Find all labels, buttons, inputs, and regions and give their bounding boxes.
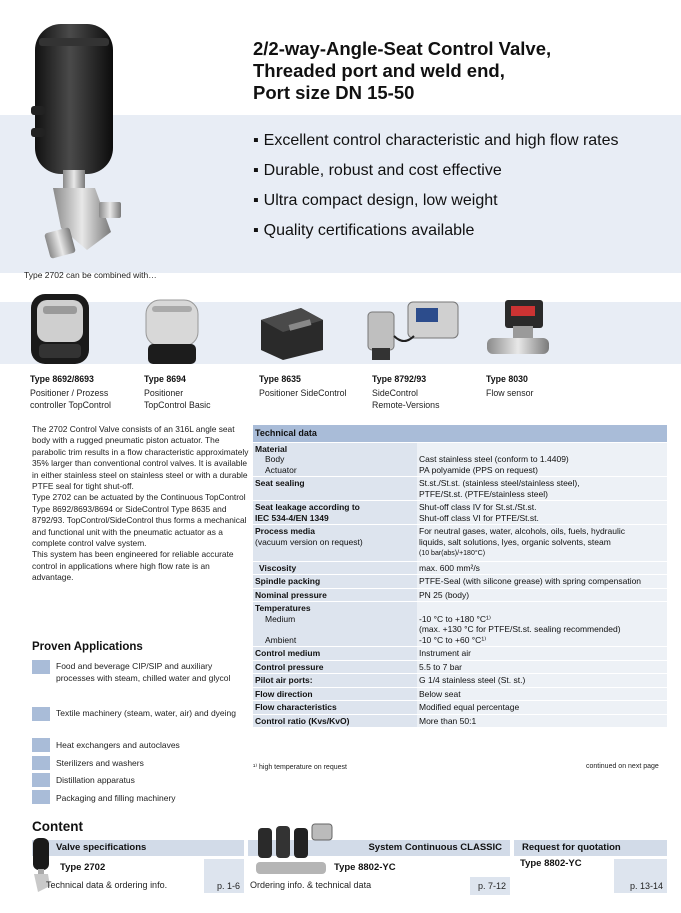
valve-desc: Technical data & ordering info. <box>46 880 168 890</box>
title-line-1: 2/2-way-Angle-Seat Control Valve, <box>253 38 552 59</box>
continued-note: continued on next page <box>586 763 659 770</box>
accessory-8692: Type 8692/8693 Positioner / Prozess controller TopControl <box>30 374 112 410</box>
feature-item: ▪ Excellent control characteristic and high flow rates <box>253 132 619 149</box>
table-row: Control medium Instrument air <box>253 647 667 661</box>
system-page: p. 7-12 <box>470 877 510 895</box>
tech-header: Technical data <box>253 425 667 442</box>
system-desc: Ordering info. & technical data <box>250 880 372 890</box>
valve-2702-image <box>25 18 135 268</box>
table-row: Flow direction Below seat <box>253 687 667 701</box>
rfq-page: p. 13-14 <box>614 859 667 893</box>
accessory-8792: Type 8792/93 SideControl Remote-Versions <box>372 374 440 410</box>
footnote: ¹⁾ high temperature on request <box>253 764 347 771</box>
intro-text <box>32 424 250 584</box>
accessory-image-8635 <box>255 302 327 362</box>
system-thumbnail <box>252 822 338 882</box>
app-item: Sterilizers and washers <box>56 758 144 768</box>
system-type: Type 8802-YC <box>334 862 396 873</box>
table-row: Material Body Actuator Cast stainless steel (conform to 1.4409) PA polyamide (PPS on request) <box>253 442 667 477</box>
table-row: Viscosity max. 600 mm²/s <box>253 561 667 575</box>
app-item: Packaging and filling machinery <box>56 793 176 803</box>
accessory-8694: Type 8694 Positioner TopControl Basic <box>144 374 211 410</box>
table-row: Spindle packing PTFE-Seal (with silicone grease) with spring compensation <box>253 575 667 589</box>
table-row: Control ratio (Kvs/KvO) More than 50:1 <box>253 714 667 728</box>
content-title: Content <box>32 819 83 834</box>
app-item: Textile machinery (steam, water, air) and dyeing <box>56 708 236 718</box>
combine-label: Type 2702 can be combined with… <box>24 270 157 280</box>
bullet-icon: ▪ <box>253 162 259 179</box>
accessory-band <box>0 302 681 364</box>
content-header-rfq: Request for quotation <box>514 840 667 856</box>
accessory-image-8694 <box>140 296 204 370</box>
app-square-icon <box>32 660 50 674</box>
table-row: Nominal pressure PN 25 (body) <box>253 588 667 602</box>
app-square-icon <box>32 790 50 804</box>
bullet-icon: ▪ <box>253 192 259 209</box>
table-row: Process media (vacuum version on request) For neutral gases, water, alcohols, oils, fuels, hydraulic liquids, salt solutions, lyes, organic solvents, steam (10 bar(abs)/+180°C) <box>253 525 667 562</box>
intro-paragraph: Type 2702 can be actuated by the Continuous TopControl Type 8692/8693/8694 or SideControl Type 8635 and 8792/93. TopControl/SideControl thus forms a mechanical and functional unit with the pneumatic actuator as a complete control valve system. <box>32 492 247 549</box>
table-row: Seat leakage according to IEC 534-4/EN 1349 Shut-off class IV for St.st./St.st. Shut-off class VI for PTFE/St.st. <box>253 501 667 525</box>
valve-page: p. 1-6 <box>204 859 244 893</box>
page-title <box>253 38 551 104</box>
bullet-icon: ▪ <box>253 222 259 239</box>
table-row: Pilot air ports: G 1/4 stainless steel (St. st.) <box>253 674 667 688</box>
feature-item: ▪ Durable, robust and cost effective <box>253 162 502 179</box>
technical-data-table <box>253 425 667 728</box>
rfq-type: Type 8802-YC <box>520 858 582 869</box>
intro-paragraph: This system has been engineered for reliable accurate control in applications where high flow rate is an advantage. <box>32 549 234 583</box>
valve-type: Type 2702 <box>60 862 106 873</box>
feature-item: ▪ Ultra compact design, low weight <box>253 192 498 209</box>
app-square-icon <box>32 773 50 787</box>
bullet-icon: ▪ <box>253 132 259 149</box>
table-row: Flow characteristics Modified equal percentage <box>253 701 667 715</box>
app-square-icon <box>32 756 50 770</box>
app-square-icon <box>32 738 50 752</box>
table-row: Control pressure 5.5 to 7 bar <box>253 660 667 674</box>
accessory-8635: Type 8635 Positioner SideControl <box>259 374 347 398</box>
accessory-image-8792 <box>364 296 464 366</box>
accessory-8030: Type 8030 Flow sensor <box>486 374 534 398</box>
app-square-icon <box>32 707 50 721</box>
intro-paragraph: The 2702 Control Valve consists of an 316L angle seat body with a rugged pneumatic piston actuator. The parabolic trim results in a flow characteristic approximately 35% larger than conventional control valves. It is available in either stainless steel on stainless steel or with a durable PTFE seal for tight shut-off. <box>32 424 249 492</box>
accessory-image-8692 <box>25 292 95 370</box>
content-header-valve: Valve specifications <box>32 840 244 856</box>
table-row: Temperatures Medium Ambient -10 °C to +180 °C¹⁾ (max. +130 °C for PTFE/St.st. sealing recommended) -10 °C to +60 °C¹⁾ <box>253 602 667 647</box>
app-item: Food and beverage CIP/SIP and auxiliary processes with steam, chilled water and glycol <box>56 661 231 683</box>
title-line-2: Threaded port and weld end, <box>253 60 505 81</box>
title-line-3: Port size DN 15-50 <box>253 82 415 103</box>
app-item: Heat exchangers and autoclaves <box>56 740 180 750</box>
content-header-system: System Continuous CLASSIC <box>248 840 510 856</box>
accessory-image-8030 <box>483 296 553 366</box>
app-item: Distillation apparatus <box>56 775 135 785</box>
proven-title: Proven Applications <box>32 641 143 653</box>
table-row: Seat sealing St.st./St.st. (stainless steel/stainless steel), PTFE/St.st. (PTFE/stainless steel) <box>253 477 667 501</box>
feature-item: ▪ Quality certifications available <box>253 222 475 239</box>
